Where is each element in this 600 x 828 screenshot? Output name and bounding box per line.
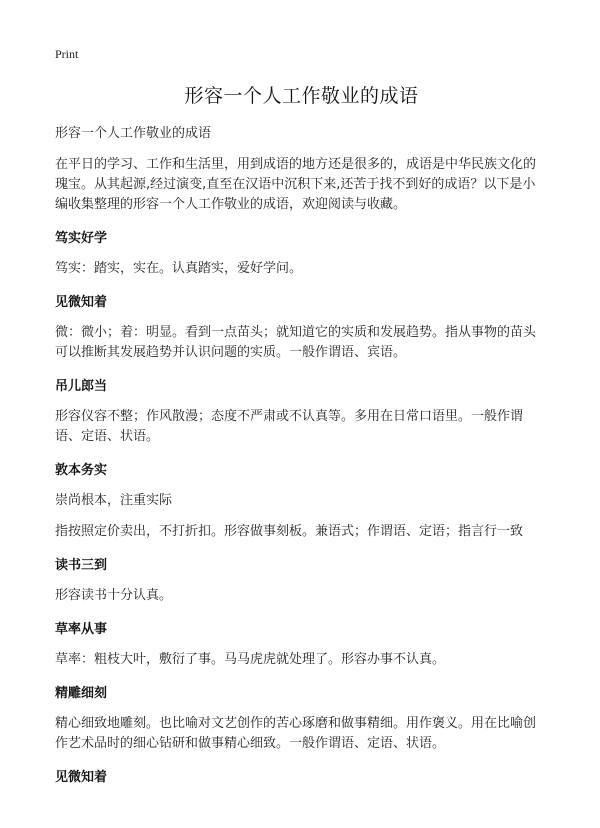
subtitle: 形容一个人工作敬业的成语 — [55, 126, 212, 141]
idiom-heading: 敦本务实 — [55, 463, 108, 478]
idiom-list — [55, 230, 548, 787]
idiom-section — [55, 378, 548, 447]
idiom-description: 精心细致地雕刻。也比喻对文艺创作的苦心琢磨和做事精细。用作褒义。用在比喻创作艺术品时的细心钻研和做事精心细致。一般作谓语、定语、状语。 — [55, 716, 537, 751]
idiom-description: 形容读书十分认真。 — [55, 588, 173, 603]
idiom-heading: 精雕细刻 — [55, 686, 108, 701]
idiom-heading: 笃实好学 — [55, 231, 108, 246]
idiom-description: 草率：粗枝大叶，敷衍了事。马马虎虎就处理了。形容办事不认真。 — [55, 652, 446, 667]
idiom-section — [55, 621, 548, 670]
idiom-section — [55, 769, 548, 787]
idiom-description: 形容仪容不整；作风散漫；态度不严肃或不认真等。多用在日常口语里。一般作谓语、定语、状语。 — [55, 409, 524, 444]
idiom-section — [55, 462, 548, 542]
idiom-heading: 吊儿郎当 — [55, 379, 108, 394]
idiom-section — [55, 230, 548, 279]
idiom-section — [55, 557, 548, 606]
idiom-description: 笃实：踏实，实在。认真踏实，爱好学问。 — [55, 261, 303, 276]
intro-paragraph: 在平日的学习、工作和生活里，用到成语的地方还是很多的，成语是中华民族文化的瑰宝。从其起源,经过演变,直至在汉语中沉积下来,还苦于找不到好的成语？以下是小编收集整理的形容一个人工作敬业的成语，欢迎阅读与收藏。 — [55, 157, 537, 212]
idiom-description: 微：微小；着：明显。看到一点苗头；就知道它的实质和发展趋势。指从事物的苗头可以推断其发展趋势并认识问题的实质。一般作谓语、宾语。 — [55, 325, 537, 360]
idiom-heading: 草率从事 — [55, 622, 108, 637]
page-title: 形容一个人工作敬业的成语 — [184, 85, 419, 107]
idiom-description: 指按照定价卖出，不打折扣。形容做事刻板。兼语式；作谓语、定语；指言行一致 — [55, 524, 524, 539]
idiom-section — [55, 294, 548, 363]
idiom-heading: 读书三到 — [55, 558, 108, 573]
idiom-heading: 见微知着 — [55, 295, 108, 310]
idiom-description: 崇尚根本，注重实际 — [55, 493, 173, 508]
print-link[interactable]: Print — [55, 47, 79, 61]
idiom-section — [55, 685, 548, 754]
idiom-heading: 见微知着 — [55, 770, 108, 785]
